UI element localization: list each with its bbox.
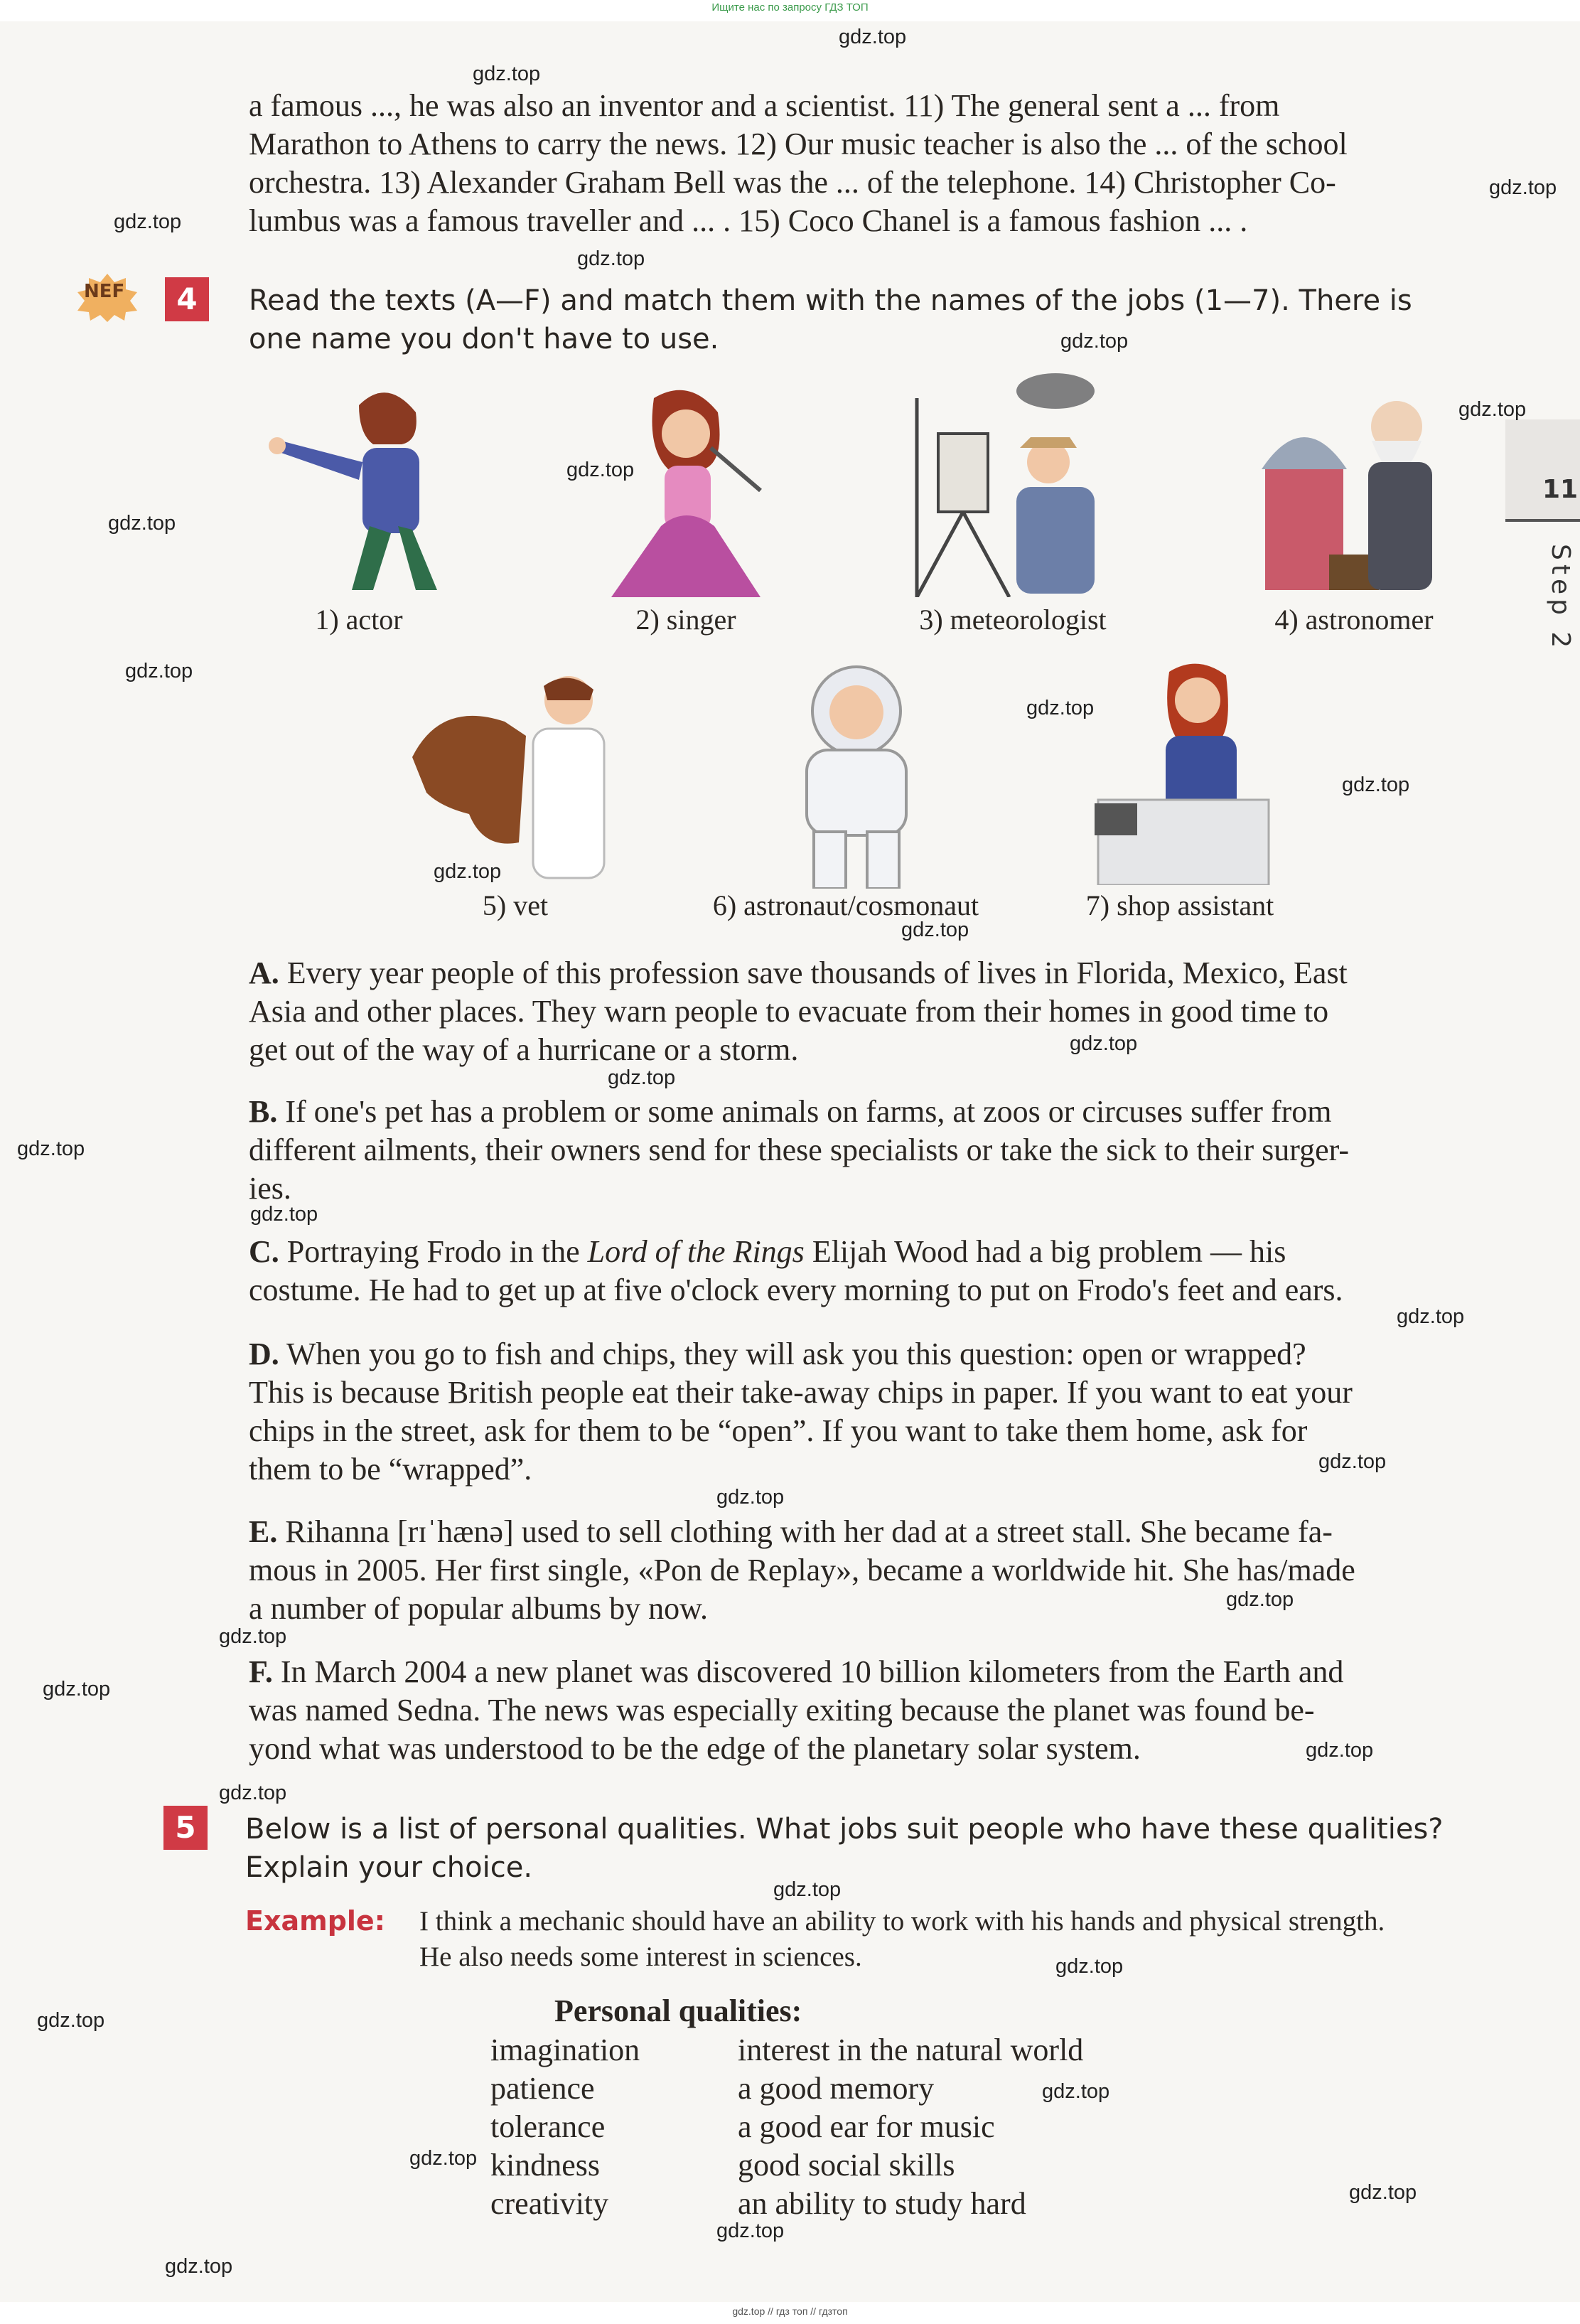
footer-watermark: gdz.top // гдз топ // гдзтоп bbox=[732, 2306, 848, 2317]
text-line: Elijah Wood had a big problem — his bbox=[804, 1234, 1286, 1269]
exercise-5-instruction bbox=[245, 1810, 1475, 1887]
watermark: gdz.top bbox=[434, 860, 502, 883]
text-c bbox=[249, 1233, 1471, 1310]
text-line: different ailments, their owners send for these specialists or take the sick to their surger- bbox=[249, 1132, 1350, 1167]
text-line: In March 2004 a new planet was discovered 10 billion kilometers from the Earth and bbox=[272, 1654, 1344, 1689]
text-line: If one's pet has a problem or some animals on farms, at zoos or circuses suffer from bbox=[277, 1094, 1332, 1129]
text-a bbox=[249, 954, 1471, 1069]
text-line: ies. bbox=[249, 1171, 291, 1206]
vet-illustration bbox=[398, 672, 625, 885]
quality-item: imagination bbox=[490, 2033, 640, 2067]
text-d bbox=[249, 1335, 1471, 1489]
qualities-right-list bbox=[738, 2031, 1083, 2223]
watermark: gdz.top bbox=[1070, 1032, 1138, 1055]
film-title: Lord of the Rings bbox=[587, 1234, 805, 1269]
text-letter: A. bbox=[249, 955, 279, 990]
watermark: gdz.top bbox=[1060, 330, 1129, 353]
watermark: gdz.top bbox=[1055, 1955, 1124, 1978]
job-label-vet: 5) vet bbox=[482, 889, 549, 921]
job-label-singer: 2) singer bbox=[635, 604, 736, 636]
example-line: He also needs some interest in sciences. bbox=[419, 1942, 862, 1972]
page-number: 11 bbox=[1542, 475, 1579, 504]
watermark: gdz.top bbox=[773, 1878, 842, 1901]
quality-item: a good ear for music bbox=[738, 2109, 995, 2144]
exercise-4-instruction bbox=[249, 282, 1471, 358]
text-letter: C. bbox=[249, 1234, 279, 1269]
astronomer-illustration bbox=[1254, 384, 1468, 597]
watermark: gdz.top bbox=[1042, 2080, 1110, 2103]
text-line: chips in the street, ask for them to be “open”. If you want to take them home, ask for bbox=[249, 1413, 1308, 1448]
instruction-line: one name you don't have to use. bbox=[249, 323, 719, 355]
text-line: Every year people of this profession save thousands of lives in Florida, Mexico, East bbox=[279, 955, 1348, 990]
shop-assistant-illustration bbox=[1091, 658, 1276, 885]
text-line: Portraying Frodo in the bbox=[279, 1234, 588, 1269]
intro-line: a famous ..., he was also an inventor and a scientist. 11) The general sent a ... from bbox=[249, 88, 1280, 123]
quality-item: patience bbox=[490, 2071, 595, 2106]
quality-item: an ability to study hard bbox=[738, 2186, 1026, 2221]
text-line: Rihanna [rɪˈhænə] used to sell clothing with her dad at a street stall. She became fa- bbox=[277, 1514, 1333, 1549]
watermark: gdz.top bbox=[108, 512, 176, 535]
watermark: gdz.top bbox=[409, 2147, 478, 2170]
intro-paragraph bbox=[249, 87, 1464, 240]
watermark: gdz.top bbox=[1489, 176, 1557, 199]
top-search-hint: Ищите нас по запросу ГДЗ ТОП bbox=[711, 1, 869, 14]
text-line: a number of popular albums by now. bbox=[249, 1591, 709, 1626]
side-tab bbox=[1505, 419, 1580, 519]
qualities-title: Personal qualities: bbox=[554, 1993, 802, 2028]
text-line: get out of the way of a hurricane or a storm. bbox=[249, 1032, 799, 1067]
job-label-shop-assistant: 7) shop assistant bbox=[1085, 889, 1274, 921]
text-letter: E. bbox=[249, 1514, 278, 1549]
qualities-left-list bbox=[490, 2031, 640, 2223]
job-label-astronaut: 6) astronaut/cosmonaut bbox=[712, 889, 979, 921]
watermark: gdz.top bbox=[1342, 773, 1410, 796]
watermark: gdz.top bbox=[1397, 1305, 1465, 1328]
text-f bbox=[249, 1653, 1471, 1768]
side-tab-divider bbox=[1505, 519, 1580, 522]
watermark: gdz.top bbox=[608, 1066, 676, 1089]
job-label-meteorologist: 3) meteorologist bbox=[919, 604, 1107, 636]
text-b bbox=[249, 1093, 1471, 1208]
quality-item: interest in the natural world bbox=[738, 2033, 1084, 2067]
watermark: gdz.top bbox=[219, 1625, 287, 1648]
exercise-5-number: 5 bbox=[163, 1806, 208, 1850]
quality-item: good social skills bbox=[738, 2148, 955, 2183]
watermark: gdz.top bbox=[1458, 398, 1527, 421]
watermark: gdz.top bbox=[125, 660, 193, 682]
text-line: costume. He had to get up at five o'clock every morning to put on Frodo's feet and ears. bbox=[249, 1273, 1343, 1307]
example-label: Example: bbox=[245, 1905, 385, 1937]
quality-item: tolerance bbox=[490, 2109, 606, 2144]
text-line: yond what was understood to be the edge of the planetary solar system. bbox=[249, 1731, 1141, 1766]
intro-line: Marathon to Athens to carry the news. 12) Our music teacher is also the ... of the school bbox=[249, 127, 1348, 161]
text-line: When you go to fish and chips, they will ask you this question: open or wrapped? bbox=[279, 1337, 1306, 1371]
watermark: gdz.top bbox=[165, 2255, 233, 2278]
actor-illustration bbox=[252, 377, 466, 597]
example-text bbox=[419, 1904, 1471, 1975]
text-line: them to be “wrapped”. bbox=[249, 1452, 532, 1487]
watermark: gdz.top bbox=[1306, 1739, 1374, 1762]
instruction-line: Explain your choice. bbox=[245, 1851, 533, 1884]
text-letter: B. bbox=[249, 1094, 278, 1129]
text-line: mous in 2005. Her first single, «Pon de Replay», became a worldwide hit. She has/made bbox=[249, 1553, 1355, 1587]
watermark: gdz.top bbox=[716, 2219, 785, 2242]
text-line: Asia and other places. They warn people to evacuate from their homes in good time to bbox=[249, 994, 1329, 1029]
watermark: gdz.top bbox=[43, 1678, 111, 1701]
watermark: gdz.top bbox=[473, 63, 541, 85]
watermark: gdz.top bbox=[37, 2009, 105, 2032]
watermark: gdz.top bbox=[1349, 2181, 1417, 2204]
quality-item: a good memory bbox=[738, 2071, 935, 2106]
example-line: I think a mechanic should have an ability to work with his hands and physical strength. bbox=[419, 1906, 1385, 1937]
watermark: gdz.top bbox=[17, 1137, 85, 1160]
text-line: was named Sedna. The news was especially exiting because the planet was found be- bbox=[249, 1693, 1315, 1728]
meteorologist-illustration bbox=[903, 370, 1116, 597]
job-label-astronomer: 4) astronomer bbox=[1274, 604, 1434, 636]
watermark: gdz.top bbox=[1026, 697, 1095, 719]
watermark: gdz.top bbox=[114, 210, 182, 233]
intro-line: orchestra. 13) Alexander Graham Bell was the ... of the telephone. 14) Christopher Co- bbox=[249, 165, 1336, 200]
nef-label: NEF bbox=[84, 281, 125, 302]
instruction-line: Below is a list of personal qualities. What jobs suit people who have these qualities? bbox=[245, 1813, 1444, 1846]
job-label-actor: 1) actor bbox=[315, 604, 403, 636]
watermark: gdz.top bbox=[1318, 1450, 1387, 1473]
watermark: gdz.top bbox=[219, 1782, 287, 1804]
side-tab-label: Step 2 bbox=[1546, 544, 1575, 653]
exercise-4-number: 4 bbox=[165, 277, 209, 321]
instruction-line: Read the texts (A—F) and match them with the names of the jobs (1—7). There is bbox=[249, 284, 1412, 317]
astronaut-illustration bbox=[771, 661, 942, 889]
intro-line: lumbus was a famous traveller and ... . 15) Coco Chanel is a famous fashion ... . bbox=[249, 203, 1248, 238]
watermark: gdz.top bbox=[1226, 1588, 1294, 1611]
text-line: This is because British people eat their take-away chips in paper. If you want to eat your bbox=[249, 1375, 1353, 1410]
watermark: gdz.top bbox=[716, 1486, 785, 1509]
watermark: gdz.top bbox=[250, 1203, 318, 1226]
watermark: gdz.top bbox=[901, 919, 969, 941]
quality-item: creativity bbox=[490, 2186, 609, 2221]
text-letter: F. bbox=[249, 1654, 273, 1689]
watermark: gdz.top bbox=[577, 247, 645, 270]
singer-illustration bbox=[597, 384, 775, 597]
quality-item: kindness bbox=[490, 2148, 600, 2183]
watermark: gdz.top bbox=[566, 459, 635, 481]
watermark: gdz.top bbox=[839, 26, 907, 48]
text-letter: D. bbox=[249, 1337, 279, 1371]
